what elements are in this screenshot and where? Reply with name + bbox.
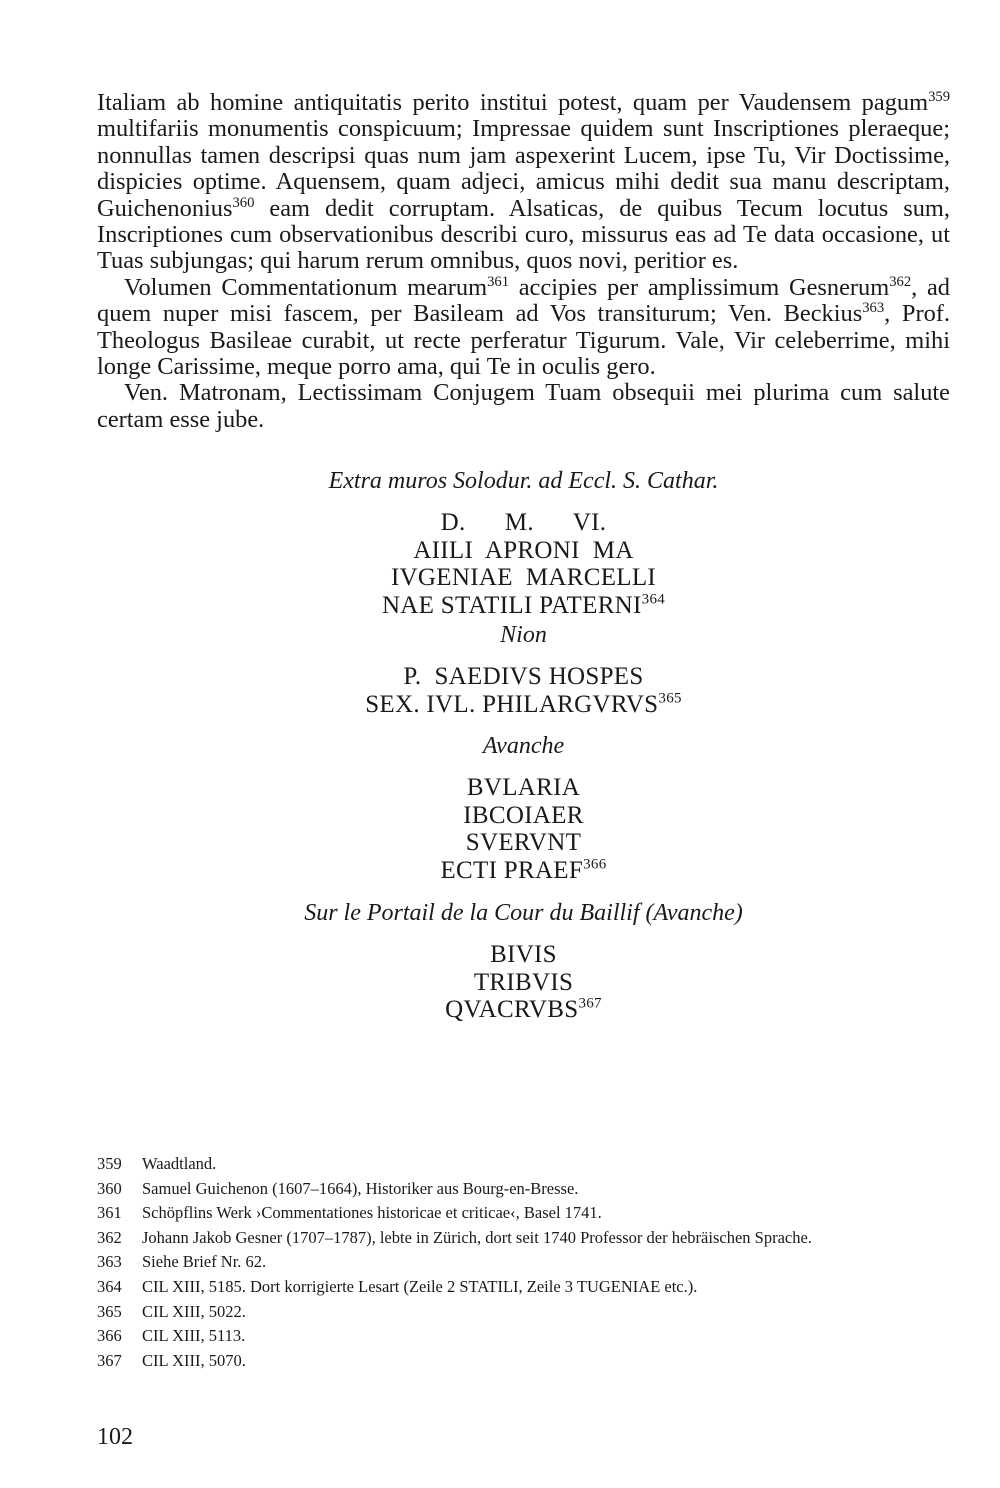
inscription-line: D. M. VI. [440, 509, 607, 536]
paragraph-text: eam dedit corruptam. Alsaticas, de quibus Tecum locutus sum, Inscriptiones cum observationibus describi curo, missurus eas ad Te data occasione, ut Tuas subjungas; qui harum rerum omnibus, quos novi, peritior es. [97, 194, 950, 275]
footnote-ref-366: 366 [583, 856, 607, 873]
footnote [97, 1300, 957, 1325]
inscription-avanche [97, 774, 950, 884]
footnote-ref-360: 360 [232, 194, 255, 211]
inscription-line: P. SAEDIVS HOSPES [403, 663, 644, 690]
inscription-solodur [97, 509, 950, 619]
footnote-ref-364: 364 [641, 591, 666, 608]
inscription-line: QVACRVBS$^{367}$ [445, 995, 602, 1023]
footnote [97, 1152, 957, 1177]
footnote [97, 1349, 957, 1374]
inscription-line: SVERVNT [465, 829, 582, 856]
footnote-ref-365: 365 [658, 690, 682, 707]
inscription-line: BIVIS [490, 941, 557, 968]
inscription-heading-solodur: Extra muros Solodur. ad Eccl. S. Cathar. [328, 468, 719, 494]
paragraph-1 [97, 90, 950, 275]
inscription-line: AIILI APRONI MA [413, 536, 634, 564]
footnotes [97, 1152, 957, 1373]
footnote-text: Samuel Guichenon (1607–1664), Historiker aus Bourg-en-Bresse. [142, 1178, 579, 1198]
paragraph-text: multifariis monumentis conspicuum; Impressae quidem sunt Inscriptiones pleraeque; nonnullas tamen descripsi quas num jam aspexerint Lucem, ipse Tu, Vir Doctissime, dispicies optime. Aquensem, quam adjeci, amicus mihi dedit sua manu descriptam, Guichenonius [97, 115, 950, 222]
footnote [97, 1324, 957, 1349]
inscription-nion [97, 663, 950, 718]
inscription-baillif [97, 941, 950, 1024]
inscription-line: BVLARIA [466, 774, 581, 801]
footnote [97, 1201, 957, 1226]
footnote-ref-367: 367 [578, 995, 602, 1012]
inscription-line: TRIBVIS [473, 968, 574, 996]
paragraph-text: accipies per amplissimum Gesnerum [509, 273, 890, 301]
footnote-number: 364 [97, 1276, 122, 1296]
inscription-line: IVGENIAE MARCELLI [390, 564, 657, 591]
paragraph-text: Italiam ab homine antiquitatis perito institui potest, quam per Vaudensem pagum [97, 89, 929, 116]
footnote [97, 1250, 957, 1275]
footnote [97, 1177, 957, 1202]
footnote-text: CIL XIII, 5113. [142, 1326, 246, 1346]
footnote-text: CIL XIII, 5022. [142, 1301, 246, 1321]
footnote-number: 366 [97, 1326, 122, 1346]
footnote-number: 367 [97, 1350, 122, 1370]
footnote-number: 363 [97, 1252, 122, 1272]
footnote-text: Waadtland. [142, 1154, 217, 1173]
footnote-text: CIL XIII, 5070. [142, 1350, 246, 1370]
paragraph-text: Ven. Matronam, Lectissimam Conjugem Tuam obsequii mei plurima cum salute certam esse jube. [97, 379, 950, 433]
inscription-line: SEX. IVL. PHILARGVRVS$^{365}$ [365, 690, 682, 718]
letter-body [97, 90, 950, 433]
paragraph-3 [97, 380, 950, 433]
footnote [97, 1275, 957, 1300]
footnote-text: CIL XIII, 5185. Dort korrigierte Lesart (Zeile 2 STATILI, Zeile 3 TUGENIAE etc.). [142, 1276, 698, 1296]
inscription-heading-avanche: Avanche [482, 733, 565, 759]
footnote-text: Siehe Brief Nr. 62. [142, 1252, 267, 1272]
footnote-number: 361 [97, 1203, 122, 1223]
inscription-line: NAE STATILI PATERNI$^{364}$ [381, 591, 666, 619]
paragraph-text: Volumen Commentationum mearum [124, 273, 488, 301]
page-number: 102 [97, 1424, 133, 1450]
footnote-number: 360 [97, 1178, 122, 1198]
footnote-number: 365 [97, 1301, 122, 1321]
footnote-number: 362 [97, 1227, 122, 1247]
footnote-ref-362: 362 [889, 273, 912, 290]
inscription-heading-baillif: Sur le Portail de la Cour du Baillif (Avanche) [304, 900, 743, 926]
paragraph-text: , Prof. Theologus Basileae curabit, ut recte perferatur Tigurum. Vale, Vir celeberrime, mihi longe Carissime, meque porro ama, qui Te in oculis gero. [97, 300, 950, 381]
inscription-line: IBCOIAER [463, 801, 584, 829]
paragraph-2 [97, 275, 950, 381]
footnote [97, 1226, 957, 1251]
footnote-text: Schöpflins Werk ›Commentationes historicae et criticae‹, Basel 1741. [142, 1203, 602, 1223]
footnote-ref-363: 363 [862, 300, 885, 317]
inscription-line: ECTI PRAEF$^{366}$ [440, 856, 607, 884]
footnote-ref-359: 359 [928, 88, 950, 105]
footnote-ref-361: 361 [487, 273, 510, 290]
footnote-text: Johann Jakob Gesner (1707–1787), lebte in Zürich, dort seit 1740 Professor der hebräischen Sprache. [142, 1227, 812, 1247]
footnote-number: 359 [97, 1154, 122, 1173]
paragraph-text: , ad quem nuper misi fascem, per Basileam ad Vos transiturum; Ven. Beckius [97, 273, 950, 328]
inscription-heading-nion: Nion [500, 622, 547, 648]
